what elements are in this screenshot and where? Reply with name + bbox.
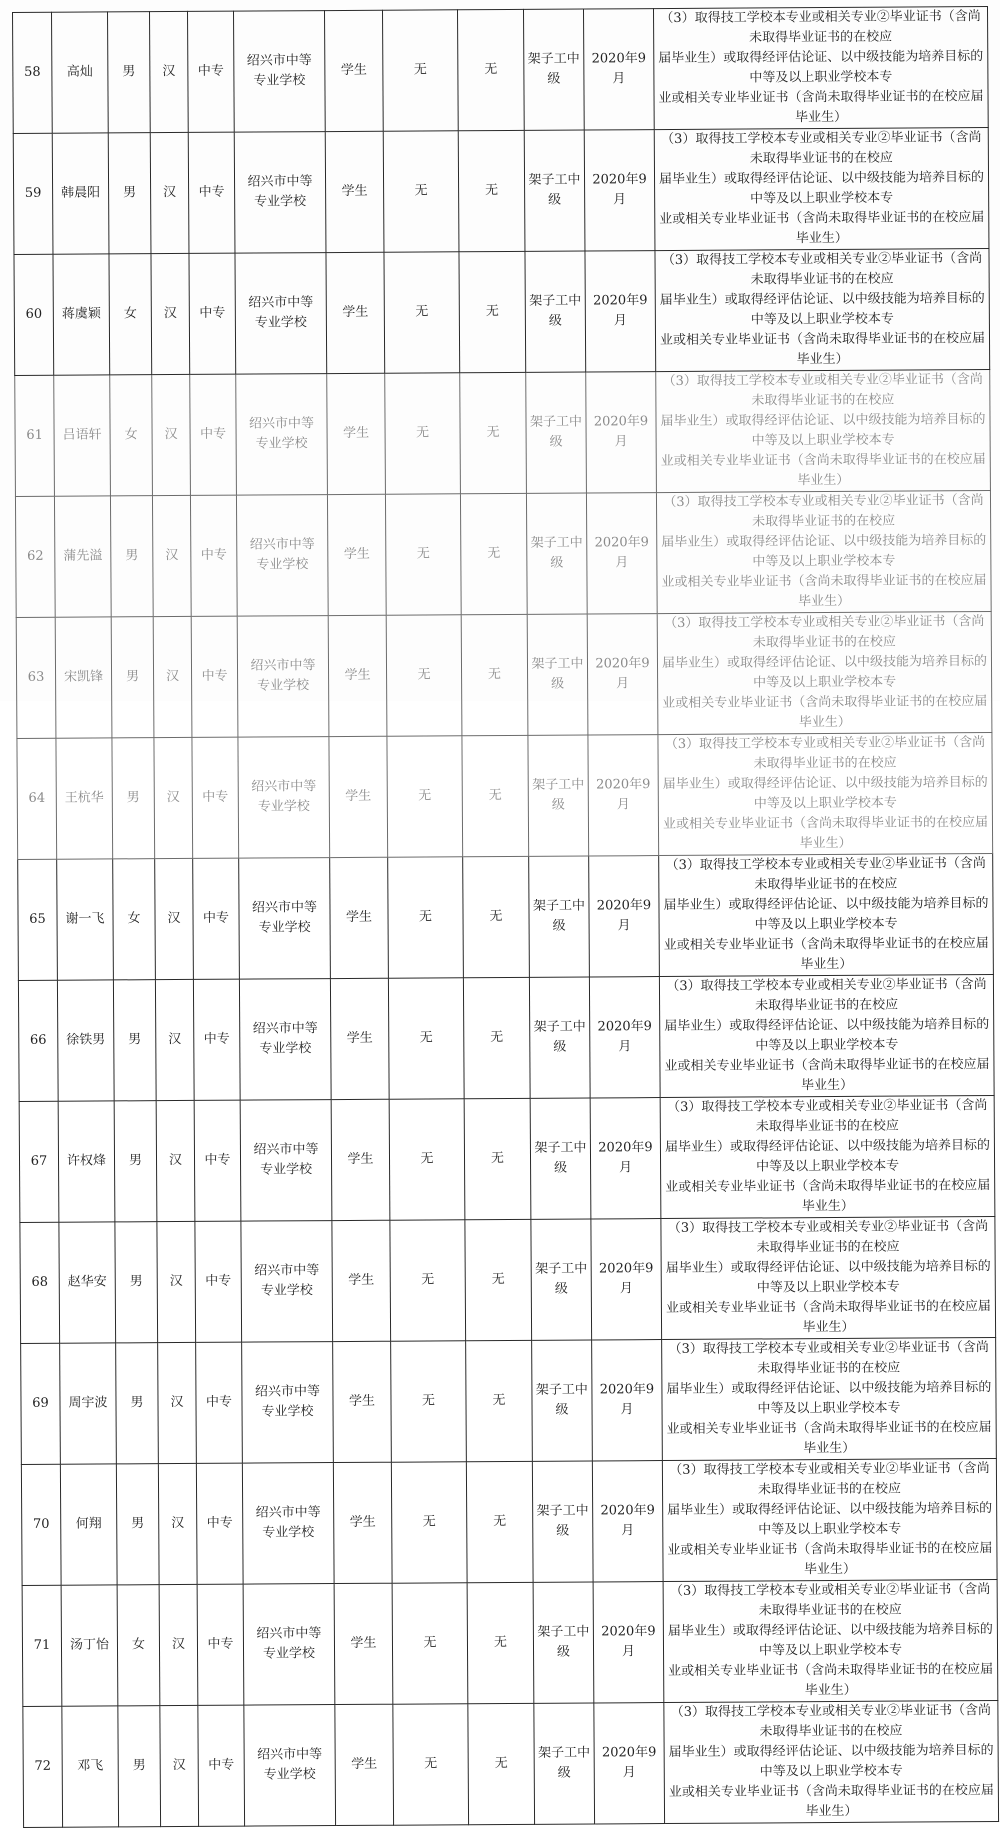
school-cell: 绍兴市中等 专业学校 [236,374,328,496]
table-row [13,7,989,134]
date-cell: 2020年9月 [589,977,660,1098]
applicant-name: 韩晨阳 [52,133,109,254]
none-cell: 无 [384,252,460,373]
row-number: 72 [23,1706,63,1827]
date-cell: 2020年9月 [583,9,654,130]
gender-cell: 男 [114,1101,157,1222]
school-cell: 绍兴市中等 专业学校 [234,132,326,254]
none-cell: 无 [466,1340,533,1461]
none-cell: 无 [392,1583,468,1704]
table-body [13,7,999,1828]
school-cell: 绍兴市中等 专业学校 [233,11,325,133]
applicant-name: 许权烽 [58,1101,115,1222]
none-cell: 无 [459,251,526,372]
education-cell: 中专 [187,11,234,132]
gender-cell: 女 [109,254,152,375]
none-cell: 无 [468,1703,535,1824]
education-cell: 中专 [189,253,236,374]
applicant-name: 汤丁怡 [61,1585,118,1706]
qualification-note-cell: （3）取得技工学校本专业或相关专业②毕业证书（含尚未取得毕业证书的在校应 届毕业生）或取得经评估论证、以中级技能为培养目标的中等及以上职业学校本专 业或相关专业毕业证书（含尚未取得毕业证书的在校应届毕业生） [655,249,990,372]
none-cell: 无 [385,494,461,615]
school-cell: 绍兴市中等 专业学校 [244,1705,336,1827]
gender-cell: 女 [110,375,153,496]
row-number: 64 [17,738,57,859]
identity-cell: 学生 [325,131,384,252]
table-row [19,1096,995,1223]
date-cell: 2020年9月 [593,1582,664,1703]
applicant-name: 宋凯锋 [55,617,112,738]
education-cell: 中专 [188,132,235,253]
date-cell: 2020年9月 [587,614,658,735]
occupation-level-cell: 架子工中 级 [523,9,584,130]
none-cell: 无 [383,131,459,252]
date-cell: 2020年9月 [584,130,655,251]
gender-cell: 男 [111,617,154,738]
none-cell: 无 [393,1704,469,1825]
applicant-name: 徐铁男 [57,980,114,1101]
applicant-name: 周宇波 [60,1343,117,1464]
identity-cell: 学生 [324,10,383,131]
applicant-name: 高灿 [52,12,109,133]
row-number: 69 [21,1343,61,1464]
table-row [23,1701,999,1828]
qualification-note-cell: （3）取得技工学校本专业或相关专业②毕业证书（含尚未取得毕业证书的在校应 届毕业生）或取得经评估论证、以中级技能为培养目标的中等及以上职业学校本专 业或相关专业毕业证书（含尚未取得毕业证书的在校应届毕业生） [659,854,994,977]
school-cell: 绍兴市中等 专业学校 [236,495,328,617]
occupation-level-cell: 架子工中 级 [532,1340,593,1461]
none-cell: 无 [386,615,462,736]
applicant-name: 蒲先溢 [54,496,111,617]
applicant-name: 王杭华 [56,738,113,859]
occupation-level-cell: 架子工中 级 [525,251,586,372]
occupation-level-cell: 架子工中 级 [528,735,589,856]
qualification-note-cell: （3）取得技工学校本专业或相关专业②毕业证书（含尚未取得毕业证书的在校应 届毕业生）或取得经评估论证、以中级技能为培养目标的中等及以上职业学校本专 业或相关专业毕业证书（含尚未取得毕业证书的在校应届毕业生） [657,612,992,735]
occupation-level-cell: 架子工中 级 [531,1219,592,1340]
date-cell: 2020年9月 [590,1098,661,1219]
identity-cell: 学生 [334,1583,393,1704]
qualification-note-cell: （3）取得技工学校本专业或相关专业②毕业证书（含尚未取得毕业证书的在校应 届毕业生）或取得经评估论证、以中级技能为培养目标的中等及以上职业学校本专 业或相关专业毕业证书（含尚未取得毕业证书的在校应届毕业生） [664,1701,999,1824]
table-row [17,733,993,860]
applicant-name: 蒋虞颖 [53,254,110,375]
table-row [22,1580,998,1707]
date-cell: 2020年9月 [592,1340,663,1461]
gender-cell: 男 [110,496,153,617]
school-cell: 绍兴市中等 专业学校 [240,1100,332,1222]
row-number: 62 [15,496,55,617]
education-cell: 中专 [196,1463,243,1584]
occupation-level-cell: 架子工中 级 [527,614,588,735]
gender-cell: 男 [116,1464,159,1585]
ethnicity-cell: 汉 [150,11,189,132]
ethnicity-cell: 汉 [155,858,194,979]
none-cell: 无 [466,1461,533,1582]
school-cell: 绍兴市中等 专业学校 [241,1221,333,1343]
education-cell: 中专 [193,979,240,1100]
identity-cell: 学生 [333,1462,392,1583]
date-cell: 2020年9月 [589,856,660,977]
education-cell: 中专 [193,858,240,979]
qualification-note-cell: （3）取得技工学校本专业或相关专业②毕业证书（含尚未取得毕业证书的在校应 届毕业生）或取得经评估论证、以中级技能为培养目标的中等及以上职业学校本专 业或相关专业毕业证书（含尚未取得毕业证书的在校应届毕业生） [658,733,993,856]
none-cell: 无 [460,372,527,493]
ethnicity-cell: 汉 [150,132,189,253]
none-cell: 无 [388,857,464,978]
none-cell: 无 [462,735,529,856]
ethnicity-cell: 汉 [151,253,190,374]
occupation-level-cell: 架子工中 级 [526,372,587,493]
none-cell: 无 [391,1462,467,1583]
education-cell: 中专 [194,1100,241,1221]
applicant-name: 何翔 [60,1464,117,1585]
ethnicity-cell: 汉 [155,979,194,1100]
none-cell: 无 [464,1098,531,1219]
gender-cell: 男 [118,1706,161,1827]
applicant-table [12,6,999,1828]
qualification-note-cell: （3）取得技工学校本专业或相关专业②毕业证书（含尚未取得毕业证书的在校应 届毕业生）或取得经评估论证、以中级技能为培养目标的中等及以上职业学校本专 业或相关专业毕业证书（含尚未取得毕业证书的在校应届毕业生） [662,1459,997,1582]
none-cell: 无 [390,1220,466,1341]
table-row [15,370,991,497]
table-row [16,612,992,739]
identity-cell: 学生 [329,736,388,857]
none-cell: 无 [457,9,524,130]
none-cell: 无 [465,1219,532,1340]
identity-cell: 学生 [330,978,389,1099]
gender-cell: 男 [116,1343,159,1464]
identity-cell: 学生 [328,615,387,736]
occupation-level-cell: 架子工中 级 [530,1098,591,1219]
table-row [21,1338,997,1465]
row-number: 61 [15,375,55,496]
date-cell: 2020年9月 [586,372,657,493]
qualification-note-cell: （3）取得技工学校本专业或相关专业②毕业证书（含尚未取得毕业证书的在校应 届毕业生）或取得经评估论证、以中级技能为培养目标的中等及以上职业学校本专 业或相关专业毕业证书（含尚未取得毕业证书的在校应届毕业生） [656,491,991,614]
none-cell: 无 [388,978,464,1099]
table-row [18,975,994,1102]
occupation-level-cell: 架子工中 级 [526,493,587,614]
education-cell: 中专 [190,495,237,616]
table-row [21,1459,997,1586]
table-row [20,1217,996,1344]
none-cell: 无 [389,1099,465,1220]
identity-cell: 学生 [327,494,386,615]
education-cell: 中专 [191,616,238,737]
applicant-name: 邓飞 [62,1706,119,1827]
none-cell: 无 [467,1582,534,1703]
row-number: 67 [19,1101,59,1222]
ethnicity-cell: 汉 [154,737,193,858]
table-row [15,491,991,618]
none-cell: 无 [382,10,458,131]
none-cell: 无 [463,977,530,1098]
school-cell: 绍兴市中等 专业学校 [235,253,327,375]
qualification-note-cell: （3）取得技工学校本专业或相关专业②毕业证书（含尚未取得毕业证书的在校应 届毕业生）或取得经评估论证、以中级技能为培养目标的中等及以上职业学校本专 业或相关专业毕业证书（含尚未取得毕业证书的在校应届毕业生） [656,370,991,493]
none-cell: 无 [387,736,463,857]
identity-cell: 学生 [333,1341,392,1462]
none-cell: 无 [385,373,461,494]
occupation-level-cell: 架子工中 级 [529,977,590,1098]
date-cell: 2020年9月 [592,1461,663,1582]
date-cell: 2020年9月 [588,735,659,856]
school-cell: 绍兴市中等 专业学校 [238,737,330,859]
applicant-name: 谢一飞 [57,859,114,980]
gender-cell: 男 [108,133,151,254]
identity-cell: 学生 [326,252,385,373]
ethnicity-cell: 汉 [156,1100,195,1221]
identity-cell: 学生 [327,373,386,494]
table-row [13,128,989,255]
ethnicity-cell: 汉 [160,1705,199,1826]
occupation-level-cell: 架子工中 级 [532,1461,593,1582]
qualification-note-cell: （3）取得技工学校本专业或相关专业②毕业证书（含尚未取得毕业证书的在校应 届毕业生）或取得经评估论证、以中级技能为培养目标的中等及以上职业学校本专 业或相关专业毕业证书（含尚未取得毕业证书的在校应届毕业生） [663,1580,998,1703]
applicant-name: 吕语轩 [54,375,111,496]
ethnicity-cell: 汉 [152,374,191,495]
qualification-note-cell: （3）取得技工学校本专业或相关专业②毕业证书（含尚未取得毕业证书的在校应 届毕业生）或取得经评估论证、以中级技能为培养目标的中等及以上职业学校本专 业或相关专业毕业证书（含尚未取得毕业证书的在校应届毕业生） [653,7,988,130]
date-cell: 2020年9月 [585,251,656,372]
identity-cell: 学生 [330,857,389,978]
qualification-note-cell: （3）取得技工学校本专业或相关专业②毕业证书（含尚未取得毕业证书的在校应 届毕业生）或取得经评估论证、以中级技能为培养目标的中等及以上职业学校本专 业或相关专业毕业证书（含尚未取得毕业证书的在校应届毕业生） [662,1338,997,1461]
ethnicity-cell: 汉 [152,495,191,616]
school-cell: 绍兴市中等 专业学校 [243,1584,335,1706]
ethnicity-cell: 汉 [157,1221,196,1342]
qualification-note-cell: （3）取得技工学校本专业或相关专业②毕业证书（含尚未取得毕业证书的在校应 届毕业生）或取得经评估论证、以中级技能为培养目标的中等及以上职业学校本专 业或相关专业毕业证书（含尚未取得毕业证书的在校应届毕业生） [659,975,994,1098]
row-number: 63 [16,617,56,738]
row-number: 70 [21,1464,61,1585]
school-cell: 绍兴市中等 专业学校 [242,1463,334,1585]
date-cell: 2020年9月 [586,493,657,614]
none-cell: 无 [458,130,525,251]
row-number: 68 [20,1222,60,1343]
none-cell: 无 [461,614,528,735]
gender-cell: 女 [117,1585,160,1706]
row-number: 66 [18,980,58,1101]
table-row [14,249,990,376]
occupation-level-cell: 架子工中 级 [524,130,585,251]
qualification-note-cell: （3）取得技工学校本专业或相关专业②毕业证书（含尚未取得毕业证书的在校应 届毕业生）或取得经评估论证、以中级技能为培养目标的中等及以上职业学校本专 业或相关专业毕业证书（含尚未取得毕业证书的在校应届毕业生） [661,1217,996,1340]
applicant-name: 赵华安 [59,1222,116,1343]
education-cell: 中专 [195,1221,242,1342]
none-cell: 无 [463,856,530,977]
date-cell: 2020年9月 [591,1219,662,1340]
none-cell: 无 [460,493,527,614]
education-cell: 中专 [196,1342,243,1463]
table-row [18,854,994,981]
school-cell: 绍兴市中等 专业学校 [239,858,331,980]
row-number: 65 [18,859,58,980]
education-cell: 中专 [192,737,239,858]
row-number: 71 [22,1585,62,1706]
gender-cell: 男 [115,1222,158,1343]
row-number: 59 [13,133,53,254]
education-cell: 中专 [198,1705,245,1826]
school-cell: 绍兴市中等 专业学校 [239,979,331,1101]
qualification-note-cell: （3）取得技工学校本专业或相关专业②毕业证书（含尚未取得毕业证书的在校应 届毕业生）或取得经评估论证、以中级技能为培养目标的中等及以上职业学校本专 业或相关专业毕业证书（含尚未取得毕业证书的在校应届毕业生） [660,1096,995,1219]
school-cell: 绍兴市中等 专业学校 [237,616,329,738]
ethnicity-cell: 汉 [158,1463,197,1584]
identity-cell: 学生 [331,1099,390,1220]
ethnicity-cell: 汉 [159,1584,198,1705]
occupation-level-cell: 架子工中 级 [529,856,590,977]
date-cell: 2020年9月 [594,1703,665,1824]
occupation-level-cell: 架子工中 级 [533,1582,594,1703]
education-cell: 中专 [197,1584,244,1705]
row-number: 58 [13,12,53,133]
qualification-note-cell: （3）取得技工学校本专业或相关专业②毕业证书（含尚未取得毕业证书的在校应 届毕业生）或取得经评估论证、以中级技能为培养目标的中等及以上职业学校本专 业或相关专业毕业证书（含尚未取得毕业证书的在校应届毕业生） [654,128,989,251]
occupation-level-cell: 架子工中 级 [534,1703,595,1824]
gender-cell: 男 [112,738,155,859]
none-cell: 无 [391,1341,467,1462]
ethnicity-cell: 汉 [153,616,192,737]
gender-cell: 女 [113,859,156,980]
education-cell: 中专 [190,374,237,495]
ethnicity-cell: 汉 [158,1342,197,1463]
identity-cell: 学生 [332,1220,391,1341]
row-number: 60 [14,254,54,375]
school-cell: 绍兴市中等 专业学校 [242,1342,334,1464]
gender-cell: 男 [108,12,151,133]
gender-cell: 男 [113,980,156,1101]
identity-cell: 学生 [335,1704,394,1825]
